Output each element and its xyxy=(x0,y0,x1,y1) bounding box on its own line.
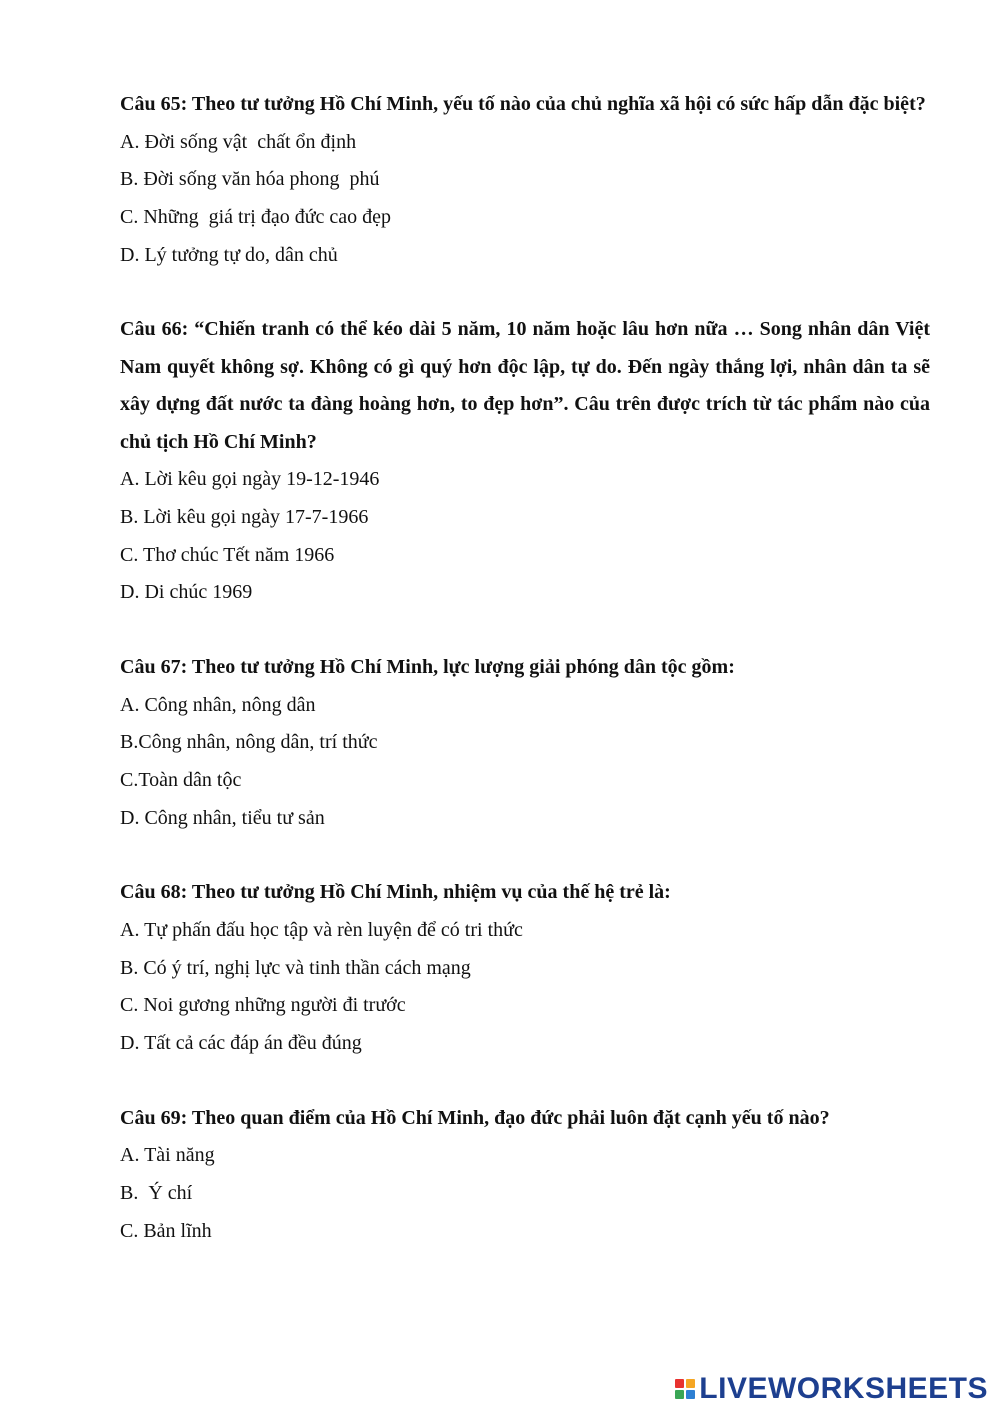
question-68 xyxy=(120,874,930,1062)
answer-option-a: A. Tài năng xyxy=(120,1144,215,1167)
answer-option-c: C. Bản lĩnh xyxy=(120,1219,212,1242)
question-text: Câu 65: Theo tư tưởng Hồ Chí Minh, yếu tố nào của chủ nghĩa xã hội có sức hấp dẫn đặc biệt? xyxy=(120,93,926,115)
answer-option-b: B. Có ý trí, nghị lực và tinh thần cách mạng xyxy=(120,956,471,979)
answer-option-b: B.Công nhân, nông dân, trí thức xyxy=(120,731,378,754)
question-text: Câu 68: Theo tư tưởng Hồ Chí Minh, nhiệm vụ của thế hệ trẻ là: xyxy=(120,881,671,904)
worksheet-page xyxy=(120,86,930,1287)
question-69 xyxy=(120,1100,930,1251)
answer-option-c: C. Noi gương những người đi trước xyxy=(120,994,406,1017)
answer-option-a: A. Lời kêu gọi ngày 19-12-1946 xyxy=(120,468,380,491)
question-65 xyxy=(120,86,930,274)
question-66 xyxy=(120,311,930,612)
answer-option-d: D. Công nhân, tiểu tư sản xyxy=(120,806,325,829)
answer-option-c: C. Thơ chúc Tết năm 1966 xyxy=(120,543,335,566)
logo-text: LIVEWORKSHEETS xyxy=(699,1372,988,1405)
question-text: Câu 69: Theo quan điểm của Hồ Chí Minh, đạo đức phải luôn đặt cạnh yếu tố nào? xyxy=(120,1106,830,1129)
answer-option-d: D. Tất cả các đáp án đều đúng xyxy=(120,1032,362,1055)
question-text: Câu 67: Theo tư tưởng Hồ Chí Minh, lực lượng giải phóng dân tộc gồm: xyxy=(120,656,735,679)
question-67 xyxy=(120,649,930,837)
question-text: Câu 66: “Chiến tranh có thể kéo dài 5 năm, 10 năm hoặc lâu hơn nữa … Song nhân dân Việt Nam quyết không sợ. Không có gì quý hơn độc lập, tự do. Đến ngày thắng lợi, nhân dân ta sẽ xây dựng đất nước ta đàng hoàng hơn, to đẹp hơn”. Câu trên được trích từ tác phẩm nào của chủ tịch Hồ Chí Minh? xyxy=(120,318,930,453)
answer-option-d: D. Lý tưởng tự do, dân chủ xyxy=(120,243,338,266)
answer-option-b: B. Ý chí xyxy=(120,1181,193,1204)
answer-option-a: A. Đời sống vật chất ổn định xyxy=(120,130,357,153)
answer-option-b: B. Đời sống văn hóa phong phú xyxy=(120,168,380,191)
liveworksheets-logo xyxy=(675,1372,988,1406)
answer-option-c: C.Toàn dân tộc xyxy=(120,769,242,792)
answer-option-c: C. Những giá trị đạo đức cao đẹp xyxy=(120,205,392,228)
answer-option-d: D. Di chúc 1969 xyxy=(120,581,253,604)
answer-option-a: A. Công nhân, nông dân xyxy=(120,693,316,716)
answer-option-a: A. Tự phấn đấu học tập và rèn luyện để có tri thức xyxy=(120,918,523,941)
liveworksheets-mark-icon xyxy=(675,1379,695,1399)
answer-option-b: B. Lời kêu gọi ngày 17-7-1966 xyxy=(120,506,369,529)
